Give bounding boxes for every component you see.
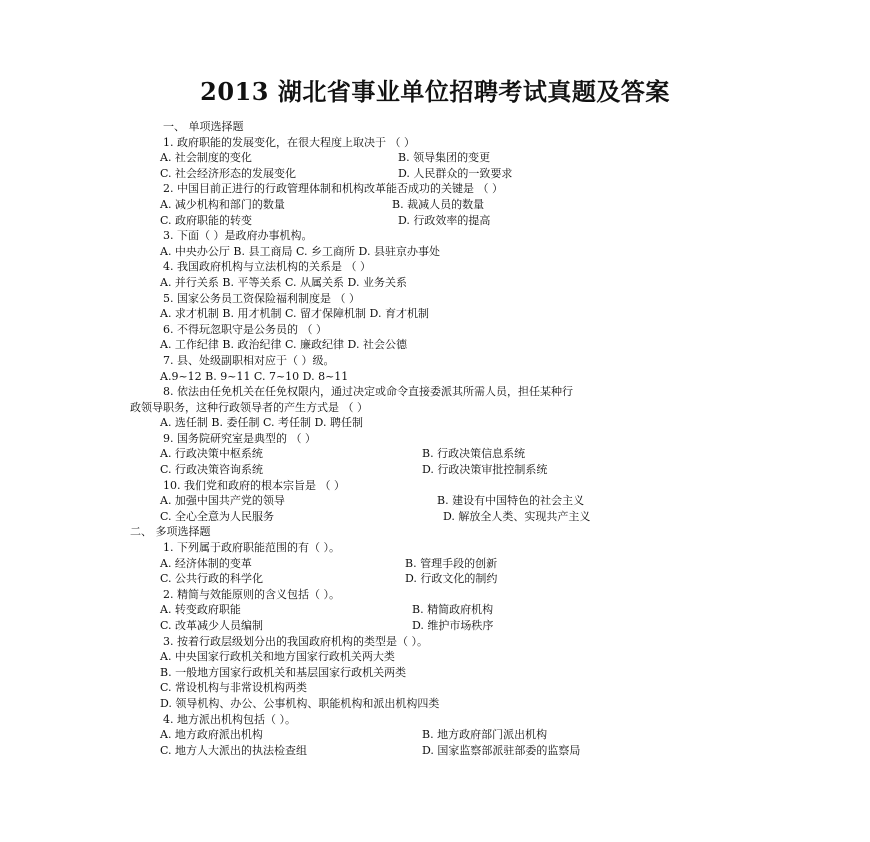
options-line	[130, 244, 750, 260]
option-a: A. 减少机构和部门的数量	[160, 197, 285, 211]
options-line	[130, 166, 750, 182]
option-b: B. 精简政府机构	[412, 603, 494, 617]
question-text: 10. 我们党和政府的根本宗旨是 （ ）	[163, 478, 345, 492]
option-c: C. 全心全意为人民服务	[160, 509, 275, 523]
option-d: D. 人民群众的一致要求	[398, 166, 513, 180]
options-line	[130, 602, 750, 618]
question-line	[130, 712, 750, 728]
option-b: B. 行政决策信息系统	[422, 447, 526, 461]
question-line	[130, 431, 750, 447]
options-line	[130, 665, 750, 681]
question-line	[130, 322, 750, 338]
option-b: B. 裁减人员的数量	[392, 197, 485, 211]
question-text: 3. 按着行政层级划分出的我国政府机构的类型是（ ）。	[163, 634, 428, 648]
option-b: B. 管理手段的创新	[405, 556, 498, 570]
option-b: B. 建设有中国特色的社会主义	[437, 494, 585, 508]
options-line	[130, 150, 750, 166]
question-text: 5. 国家公务员工资保险福利制度是 （ ）	[163, 291, 360, 305]
option-c: C. 公共行政的科学化	[160, 572, 264, 586]
option-c: C. 社会经济形态的发展变化	[160, 166, 297, 180]
section-title-multiple-choice: 二、 多项选择题	[130, 525, 211, 539]
question-line	[130, 228, 750, 244]
document-body	[130, 119, 750, 758]
question-text: 政领导职务，这种行政领导者的产生方式是 （ ）	[130, 400, 368, 414]
options-line	[130, 369, 750, 385]
options-line	[130, 197, 750, 213]
option-a: A. 转变政府职能	[160, 603, 241, 617]
options-line	[130, 493, 750, 509]
question-line	[130, 634, 750, 650]
option-b: B. 一般地方国家行政机关和基层国家行政机关两类	[160, 665, 407, 679]
question-line	[130, 181, 750, 197]
options-line	[130, 306, 750, 322]
question-text: 1. 政府职能的发展变化，在很大程度上取决于 （ ）	[163, 135, 415, 149]
document-title: 2013 湖北省事业单位招聘考试真题及答案	[200, 77, 670, 106]
option-d: D. 行政文化的制约	[405, 572, 498, 586]
options-line	[130, 275, 750, 291]
option-d: D. 行政效率的提高	[398, 213, 491, 227]
section-heading	[130, 524, 750, 540]
question-line	[130, 291, 750, 307]
section-title-single-choice: 一、 单项选择题	[163, 120, 244, 133]
options-line	[130, 415, 750, 431]
question-line	[130, 540, 750, 556]
options-line	[130, 446, 750, 462]
option-c: C. 常设机构与非常设机构两类	[160, 681, 308, 695]
option-a: A. 行政决策中枢系统	[160, 447, 263, 461]
option-b: B. 领导集团的变更	[398, 151, 491, 165]
question-line	[130, 259, 750, 275]
options-line	[130, 618, 750, 634]
section-heading	[130, 119, 750, 135]
options-text: A. 求才机制 B. 用才机制 C. 留才保障机制 D. 育才机制	[160, 307, 429, 321]
options-text: A.9~12 B. 9~11 C. 7~10 D. 8~11	[160, 369, 349, 383]
options-line	[130, 727, 750, 743]
options-line	[130, 571, 750, 587]
option-d: D. 解放全人类、实现共产主义	[443, 509, 591, 523]
question-text: 8. 依法由任免机关在任免权限内，通过决定或命令直接委派其所需人员，担任某种行	[163, 385, 573, 399]
options-line	[130, 462, 750, 478]
options-text: A. 中央办公厅 B. 县工商局 C. 乡工商所 D. 县驻京办事处	[160, 244, 440, 258]
options-line	[130, 509, 750, 525]
question-text: 7. 县、处级副职相对应于（ ）级。	[163, 353, 335, 367]
option-b: B. 地方政府部门派出机构	[422, 728, 548, 742]
question-text: 4. 我国政府机构与立法机构的关系是 （ ）	[163, 260, 371, 274]
question-continuation	[130, 400, 750, 416]
option-c: C. 地方人大派出的执法检查组	[160, 743, 308, 757]
option-c: C. 改革减少人员编制	[160, 619, 264, 632]
option-c: C. 政府职能的转变	[160, 213, 253, 227]
option-d: D. 维护市场秩序	[412, 619, 494, 632]
question-text: 3. 下面（ ）是政府办事机构。	[163, 229, 313, 243]
question-line	[130, 478, 750, 494]
options-text: A. 并行关系 B. 平等关系 C. 从属关系 D. 业务关系	[160, 275, 407, 289]
question-line	[130, 587, 750, 603]
options-line	[130, 337, 750, 353]
option-a: A. 加强中国共产党的领导	[160, 494, 285, 508]
question-text: 1. 下列属于政府职能范围的有（ ）。	[163, 541, 340, 555]
option-a: A. 地方政府派出机构	[160, 728, 263, 742]
options-line	[130, 743, 750, 759]
options-line	[130, 649, 750, 665]
question-text: 4. 地方派出机构包括（ ）。	[163, 712, 296, 726]
question-text: 6. 不得玩忽职守是公务员的 （ ）	[163, 322, 327, 336]
question-line	[130, 135, 750, 151]
options-line	[130, 680, 750, 696]
question-text: 2. 精简与效能原则的含义包括（ ）。	[163, 587, 340, 601]
question-line	[130, 353, 750, 369]
option-a: A. 社会制度的变化	[160, 151, 252, 165]
options-text: A. 工作纪律 B. 政治纪律 C. 廉政纪律 D. 社会公德	[160, 338, 407, 352]
option-c: C. 行政决策咨询系统	[160, 463, 264, 477]
option-d: D. 行政决策审批控制系统	[422, 463, 548, 477]
option-a: A. 经济体制的变革	[160, 556, 252, 570]
options-line	[130, 556, 750, 572]
option-a: A. 中央国家行政机关和地方国家行政机关两大类	[160, 650, 395, 664]
question-text: 9. 国务院研究室是典型的 （ ）	[163, 431, 316, 445]
options-line	[130, 696, 750, 712]
options-line	[130, 213, 750, 229]
option-d: D. 领导机构、办公、公事机构、职能机构和派出机构四类	[160, 696, 440, 710]
question-line	[130, 384, 750, 400]
option-d: D. 国家监察部派驻部委的监察局	[422, 743, 581, 757]
options-text: A. 选任制 B. 委任制 C. 考任制 D. 聘任制	[160, 416, 363, 430]
question-text: 2. 中国目前正进行的行政管理体制和机构改革能否成功的关键是 （ ）	[163, 182, 503, 196]
